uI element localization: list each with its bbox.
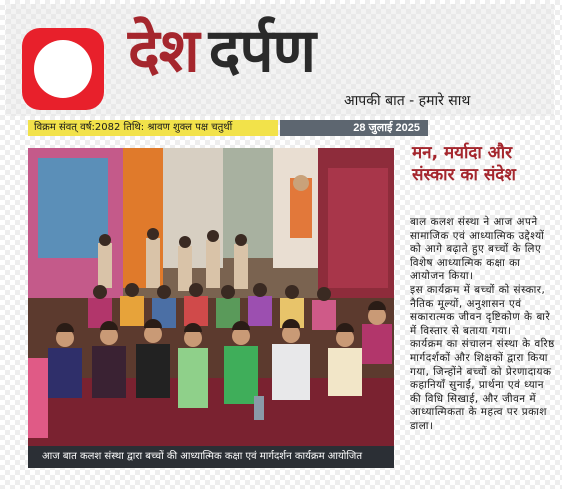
article-body	[410, 216, 556, 434]
issue-date: 28 जुलाई 2025	[280, 120, 428, 136]
article-paragraph: बाल कलश संस्था ने आज अपने सामाजिक एवं आध्यात्मिक उद्देश्यों को आगे बढ़ाते हुए बच्चों के लिए विशेष आध्यात्मिक कक्षा का आयोजन किया।	[410, 216, 545, 283]
logo-icon	[22, 28, 104, 110]
samvat-dateline: विक्रम संवत् वर्ष:2082 तिथि: श्रावण शुक्ल पक्ष चतुर्थी	[28, 120, 278, 136]
photo-caption: आज बात कलश संस्था द्वारा बच्चों की आध्यात्मिक कक्षा एवं मार्गदर्शन कार्यक्रम आयोजित	[28, 446, 394, 468]
article-paragraph: इस कार्यक्रम में बच्चों को संस्कार, नैतिक मूल्यों, अनुशासन एवं सकारात्मक जीवन दृष्टिकोण के बारे में विस्तार से बताया गया।	[410, 283, 551, 337]
title-part-2: दर्पण	[208, 16, 315, 86]
logo-circle	[34, 40, 92, 98]
news-photo	[28, 148, 394, 448]
article-headline: मन, मर्यादा और संस्कार का संदेश	[412, 143, 516, 185]
article-paragraph: कार्यक्रम का संचालन संस्था के वरिष्ठ मार्गदर्शकों और शिक्षकों द्वारा किया गया, जिन्होंने बच्चों को प्रेरणादायक कहानियाँ सुनाईं, प्रार्थना एवं ध्यान की विधि सिखाई, और जीवन में आध्यात्मिकता के महत्व पर प्रकाश डाला।	[410, 338, 555, 432]
photo-illustration	[28, 148, 394, 448]
newspaper-title	[128, 6, 315, 96]
tagline: आपकी बात - हमारे साथ	[344, 93, 471, 109]
title-part-1: देश	[128, 16, 199, 86]
